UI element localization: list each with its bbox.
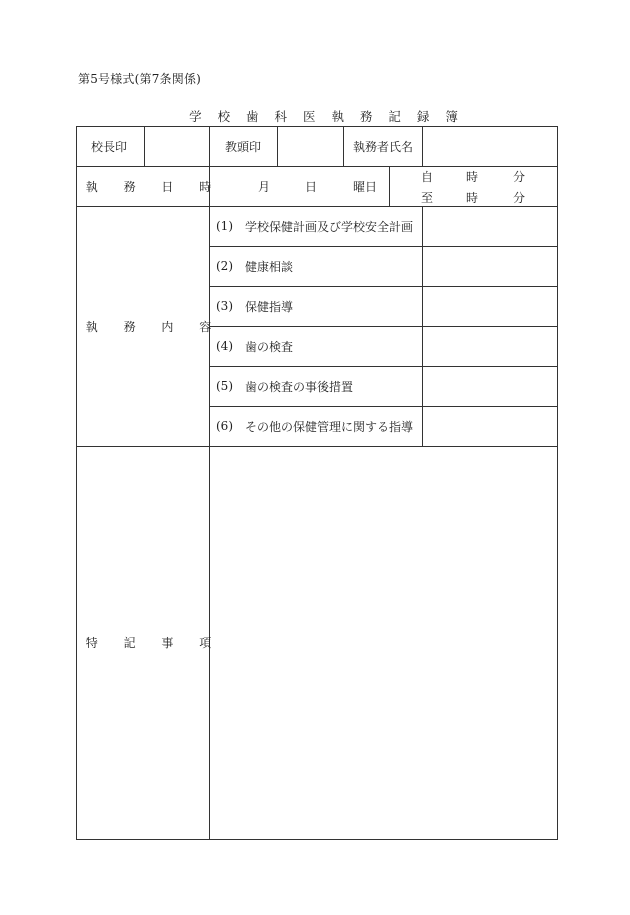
col-divider-header-2 (209, 126, 210, 166)
to-label: 至 (421, 190, 434, 205)
duty-item-2-number: (2) (216, 259, 233, 273)
principal-seal-box[interactable] (145, 127, 209, 166)
to-hour-label: 時 (466, 190, 479, 205)
col-divider-datetime (389, 166, 390, 206)
day-label: 日 (305, 179, 318, 194)
duty-item-2-check[interactable] (423, 247, 557, 286)
from-minute-label: 分 (513, 169, 526, 184)
duty-item-1-text: 学校保健計画及び学校安全計画 (245, 219, 414, 234)
duty-item-6-number: (6) (216, 419, 233, 433)
worker-name-field[interactable] (423, 127, 557, 166)
duty-item-5-number: (5) (216, 379, 233, 393)
duty-item-5-text: 歯の検査の事後措置 (245, 379, 354, 394)
weekday-label: 曜日 (353, 179, 378, 194)
notes-label: 特 記 事 項 (85, 636, 223, 650)
month-label: 月 (258, 179, 271, 194)
worker-name-label: 執務者氏名 (353, 139, 414, 154)
duty-item-3-check[interactable] (423, 287, 557, 326)
duty-item-3-number: (3) (216, 299, 233, 313)
duties-label: 執 務 内 容 (85, 319, 223, 334)
col-divider-header-4 (343, 126, 344, 166)
duty-item-4-number: (4) (216, 339, 233, 353)
notes-field[interactable] (210, 447, 557, 839)
principal-seal-label: 校長印 (91, 139, 128, 154)
to-minute-label: 分 (513, 190, 526, 205)
from-label: 自 (421, 169, 434, 184)
form-note: 第5号様式(第7条関係) (78, 72, 202, 86)
from-hour-label: 時 (466, 169, 479, 184)
form-title: 学 校 歯 科 医 執 務 記 録 簿 (189, 109, 464, 124)
duty-item-2-text: 健康相談 (245, 259, 294, 274)
duty-item-6-text: その他の保健管理に関する指導 (245, 419, 414, 434)
duty-item-1-check[interactable] (423, 207, 557, 246)
datetime-label: 執 務 日 時 (85, 179, 223, 194)
duty-item-3-text: 保健指導 (245, 299, 294, 314)
table-border-bottom (76, 839, 558, 840)
duty-item-4-check[interactable] (423, 327, 557, 366)
vice-principal-seal-label: 教頭印 (225, 139, 262, 154)
duty-item-6-check[interactable] (423, 407, 557, 446)
duty-item-4-text: 歯の検査 (245, 339, 294, 354)
vice-principal-seal-box[interactable] (278, 127, 343, 166)
duty-item-1-number: (1) (216, 219, 233, 233)
table-border-right (557, 126, 558, 840)
duty-item-5-check[interactable] (423, 367, 557, 406)
